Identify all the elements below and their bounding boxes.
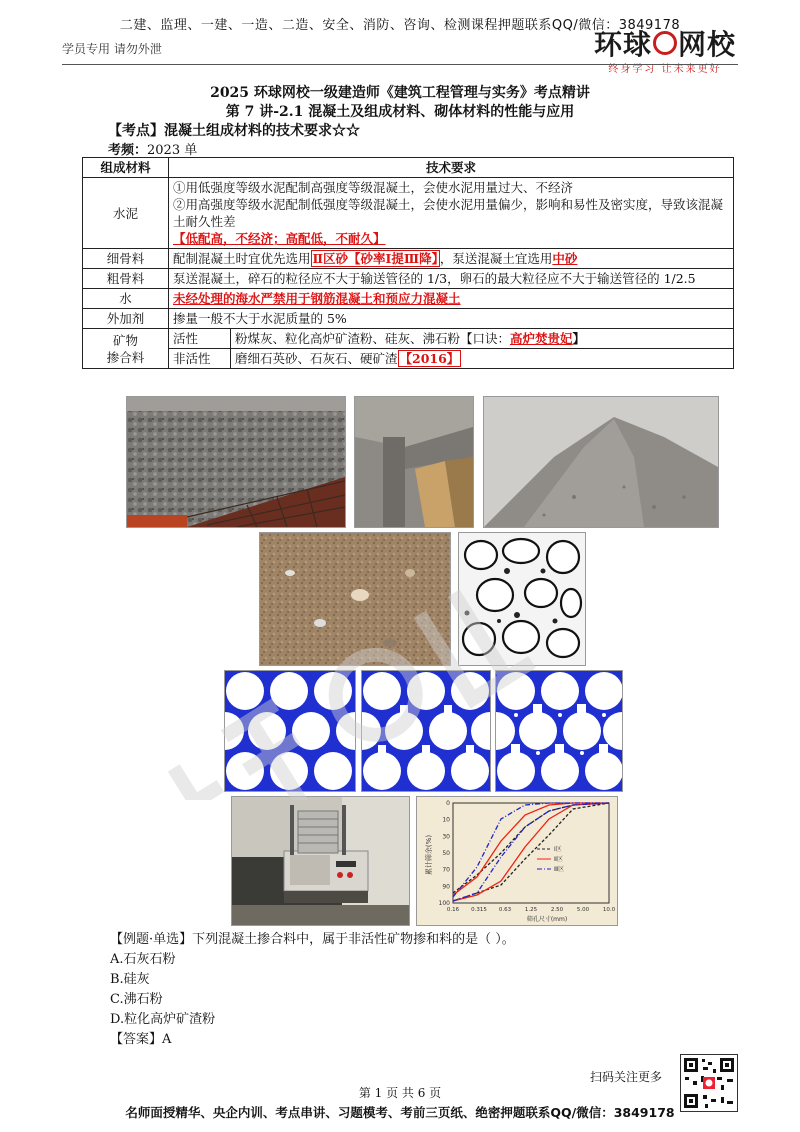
cement-pile-photo [483, 396, 719, 528]
table-row-water [83, 289, 734, 309]
y-tick-label: 50 [442, 850, 450, 857]
x-axis-label: 筛孔尺寸(mm) [526, 916, 568, 923]
top-banner: 二建、监理、一建、一造、二造、安全、消防、咨询、检测课程押题联系QQ/微信：3849178 [119, 18, 681, 33]
y-axis-label: 累计筛余(%) [425, 834, 433, 876]
y-tick-label: 10 [442, 816, 450, 824]
y-tick-label: 90 [442, 883, 450, 891]
grading-curve-chart [416, 796, 618, 926]
packing-diagram-two-size [361, 670, 491, 792]
water-requirement: 未经处理的海水严禁用于钢筋混凝土和预应力混凝土 [173, 291, 461, 306]
concrete-slab-photo [126, 396, 346, 528]
legend-zone1: Ⅰ区 [554, 846, 562, 853]
freq-label: 考频： [108, 143, 148, 158]
coarse-requirement: 泵送混凝土，碎石的粒径应不大于输送管径的 1/3，卵石的最大粒径应不大于输送管径的 1/2.5 [169, 269, 734, 289]
col-header-material: 组成材料 [83, 158, 169, 178]
exam-frequency [108, 139, 197, 158]
legend-zone2: Ⅱ区 [554, 856, 563, 863]
bottom-banner: 名师面授精华、央企内训、考点串讲、习题模考、考前三页纸、绝密押题联系QQ/微信：3849178 [125, 1105, 675, 1120]
mineral-inactive-list: 磨细石英砂、石灰石、硬矿渣 [235, 351, 398, 366]
table-row-fine-aggregate [83, 249, 734, 269]
coarse-name: 粗骨料 [83, 269, 169, 289]
freq-value: 2023 单 [147, 143, 198, 158]
col-header-requirement: 技术要求 [169, 158, 734, 178]
aggregate-section-drawing [458, 532, 586, 666]
fine-requirement [169, 249, 734, 269]
mineral-name-b: 掺合料 [106, 349, 145, 365]
mineral-inactive-year: 【2016】 [399, 351, 460, 366]
option-d: D.粒化高炉矿渣粉 [110, 1012, 216, 1027]
table-row-mineral-active [83, 329, 734, 349]
table-row-admixture [83, 309, 734, 329]
x-tick-label: 1.25 [524, 907, 538, 913]
fine-text-b: ，泵送混凝土宜选用 [439, 251, 553, 266]
requirements-table [82, 157, 734, 369]
cement-name: 水泥 [83, 178, 169, 249]
water-requirement-cell [169, 289, 734, 309]
option-a: A.石灰石粉 [110, 952, 176, 967]
option-b: B.硅灰 [110, 972, 150, 987]
doc-title-line1: 2025 环球网校一级建造师《建筑工程管理与实务》考点精讲 [210, 85, 590, 101]
y-tick-label: 70 [442, 866, 450, 874]
water-name: 水 [83, 289, 169, 309]
x-tick-label: 0.315 [471, 907, 487, 913]
cement-requirement [169, 178, 734, 249]
mineral-inactive-text [231, 349, 734, 369]
x-tick-label: 10.0 [602, 907, 616, 913]
y-tick-label: 100 [438, 900, 450, 907]
school-logo [590, 30, 740, 75]
mineral-name [83, 329, 169, 369]
table-header-row [83, 158, 734, 178]
example-question-block [110, 930, 515, 1050]
admixture-name: 外加剂 [83, 309, 169, 329]
cement-line2: ②用高强度等级水泥配制低强度等级混凝土，会使水泥用量偏少，影响和易性及密实度，导致该混凝土耐久性差 [173, 197, 724, 229]
mineral-active-close: 】 [572, 331, 586, 346]
y-tick-label: 30 [442, 833, 450, 841]
concrete-column-photo [354, 396, 474, 528]
mineral-active-list: 粉煤灰、粒化高炉矿渣粉、硅灰、沸石粉【口诀： [235, 331, 511, 346]
logo-slogan: 终身学习 让未来更好 [608, 64, 722, 75]
table-row-coarse-aggregate [83, 269, 734, 289]
fine-name: 细骨料 [83, 249, 169, 269]
doc-title-line2: 第 7 讲-2.1 混凝土及组成材料、砌体材料的性能与应用 [225, 104, 575, 120]
x-tick-label: 0.16 [446, 907, 460, 913]
x-tick-label: 0.63 [498, 907, 512, 913]
logo-text-b: 网校 [678, 28, 737, 61]
example-question: 【例题·单选】下列混凝土掺合料中，属于非活性矿物掺和料的是（ ）。 [110, 932, 515, 947]
fine-highlight-b: 中砂 [552, 251, 578, 266]
mineral-name-a: 矿物 [112, 332, 138, 348]
logo-text-a: 环球 [593, 28, 652, 61]
y-tick-label: 0 [446, 800, 450, 807]
legend-zone3: Ⅲ区 [554, 866, 565, 873]
student-note: 学员专用 请勿外泄 [62, 42, 162, 56]
admixture-requirement: 掺量一般不大于水泥质量的 5% [169, 309, 734, 329]
header-divider [62, 64, 738, 65]
cement-mnemonic: 【低配高，不经济；高配低，不耐久】 [173, 231, 386, 246]
table-row-mineral-inactive [83, 349, 734, 369]
mineral-inactive-label: 非活性 [169, 349, 231, 369]
x-tick-label: 2.50 [550, 907, 564, 913]
sieve-shaker-photo [231, 796, 410, 926]
fine-text-a: 配制混凝土时宜优先选用 [173, 251, 311, 266]
option-c: C.沸石粉 [110, 992, 163, 1007]
fine-highlight-a: Ⅱ区砂【砂率Ⅰ提Ⅲ降】 [312, 251, 438, 266]
logo-play-icon [653, 31, 677, 55]
packing-diagram-single-size [224, 670, 356, 792]
x-tick-label: 5.00 [576, 907, 590, 913]
page-number: 第 1 页 共 6 页 [358, 1086, 442, 1100]
qr-label: 扫码关注更多 [590, 1070, 663, 1084]
mineral-active-mnemonic: 高炉焚贵妃 [510, 331, 573, 346]
mineral-active-text [231, 329, 734, 349]
kaodian-heading: 【考点】混凝土组成材料的技术要求☆☆ [108, 123, 360, 139]
table-row-cement [83, 178, 734, 249]
sand-gravel-photo [259, 532, 451, 666]
mineral-active-label: 活性 [169, 329, 231, 349]
cement-line1: ①用低强度等级水泥配制高强度等级混凝土，会使水泥用量过大、不经济 [173, 180, 574, 195]
packing-diagram-graded [495, 670, 623, 792]
example-answer: 【答案】A [110, 1032, 172, 1047]
